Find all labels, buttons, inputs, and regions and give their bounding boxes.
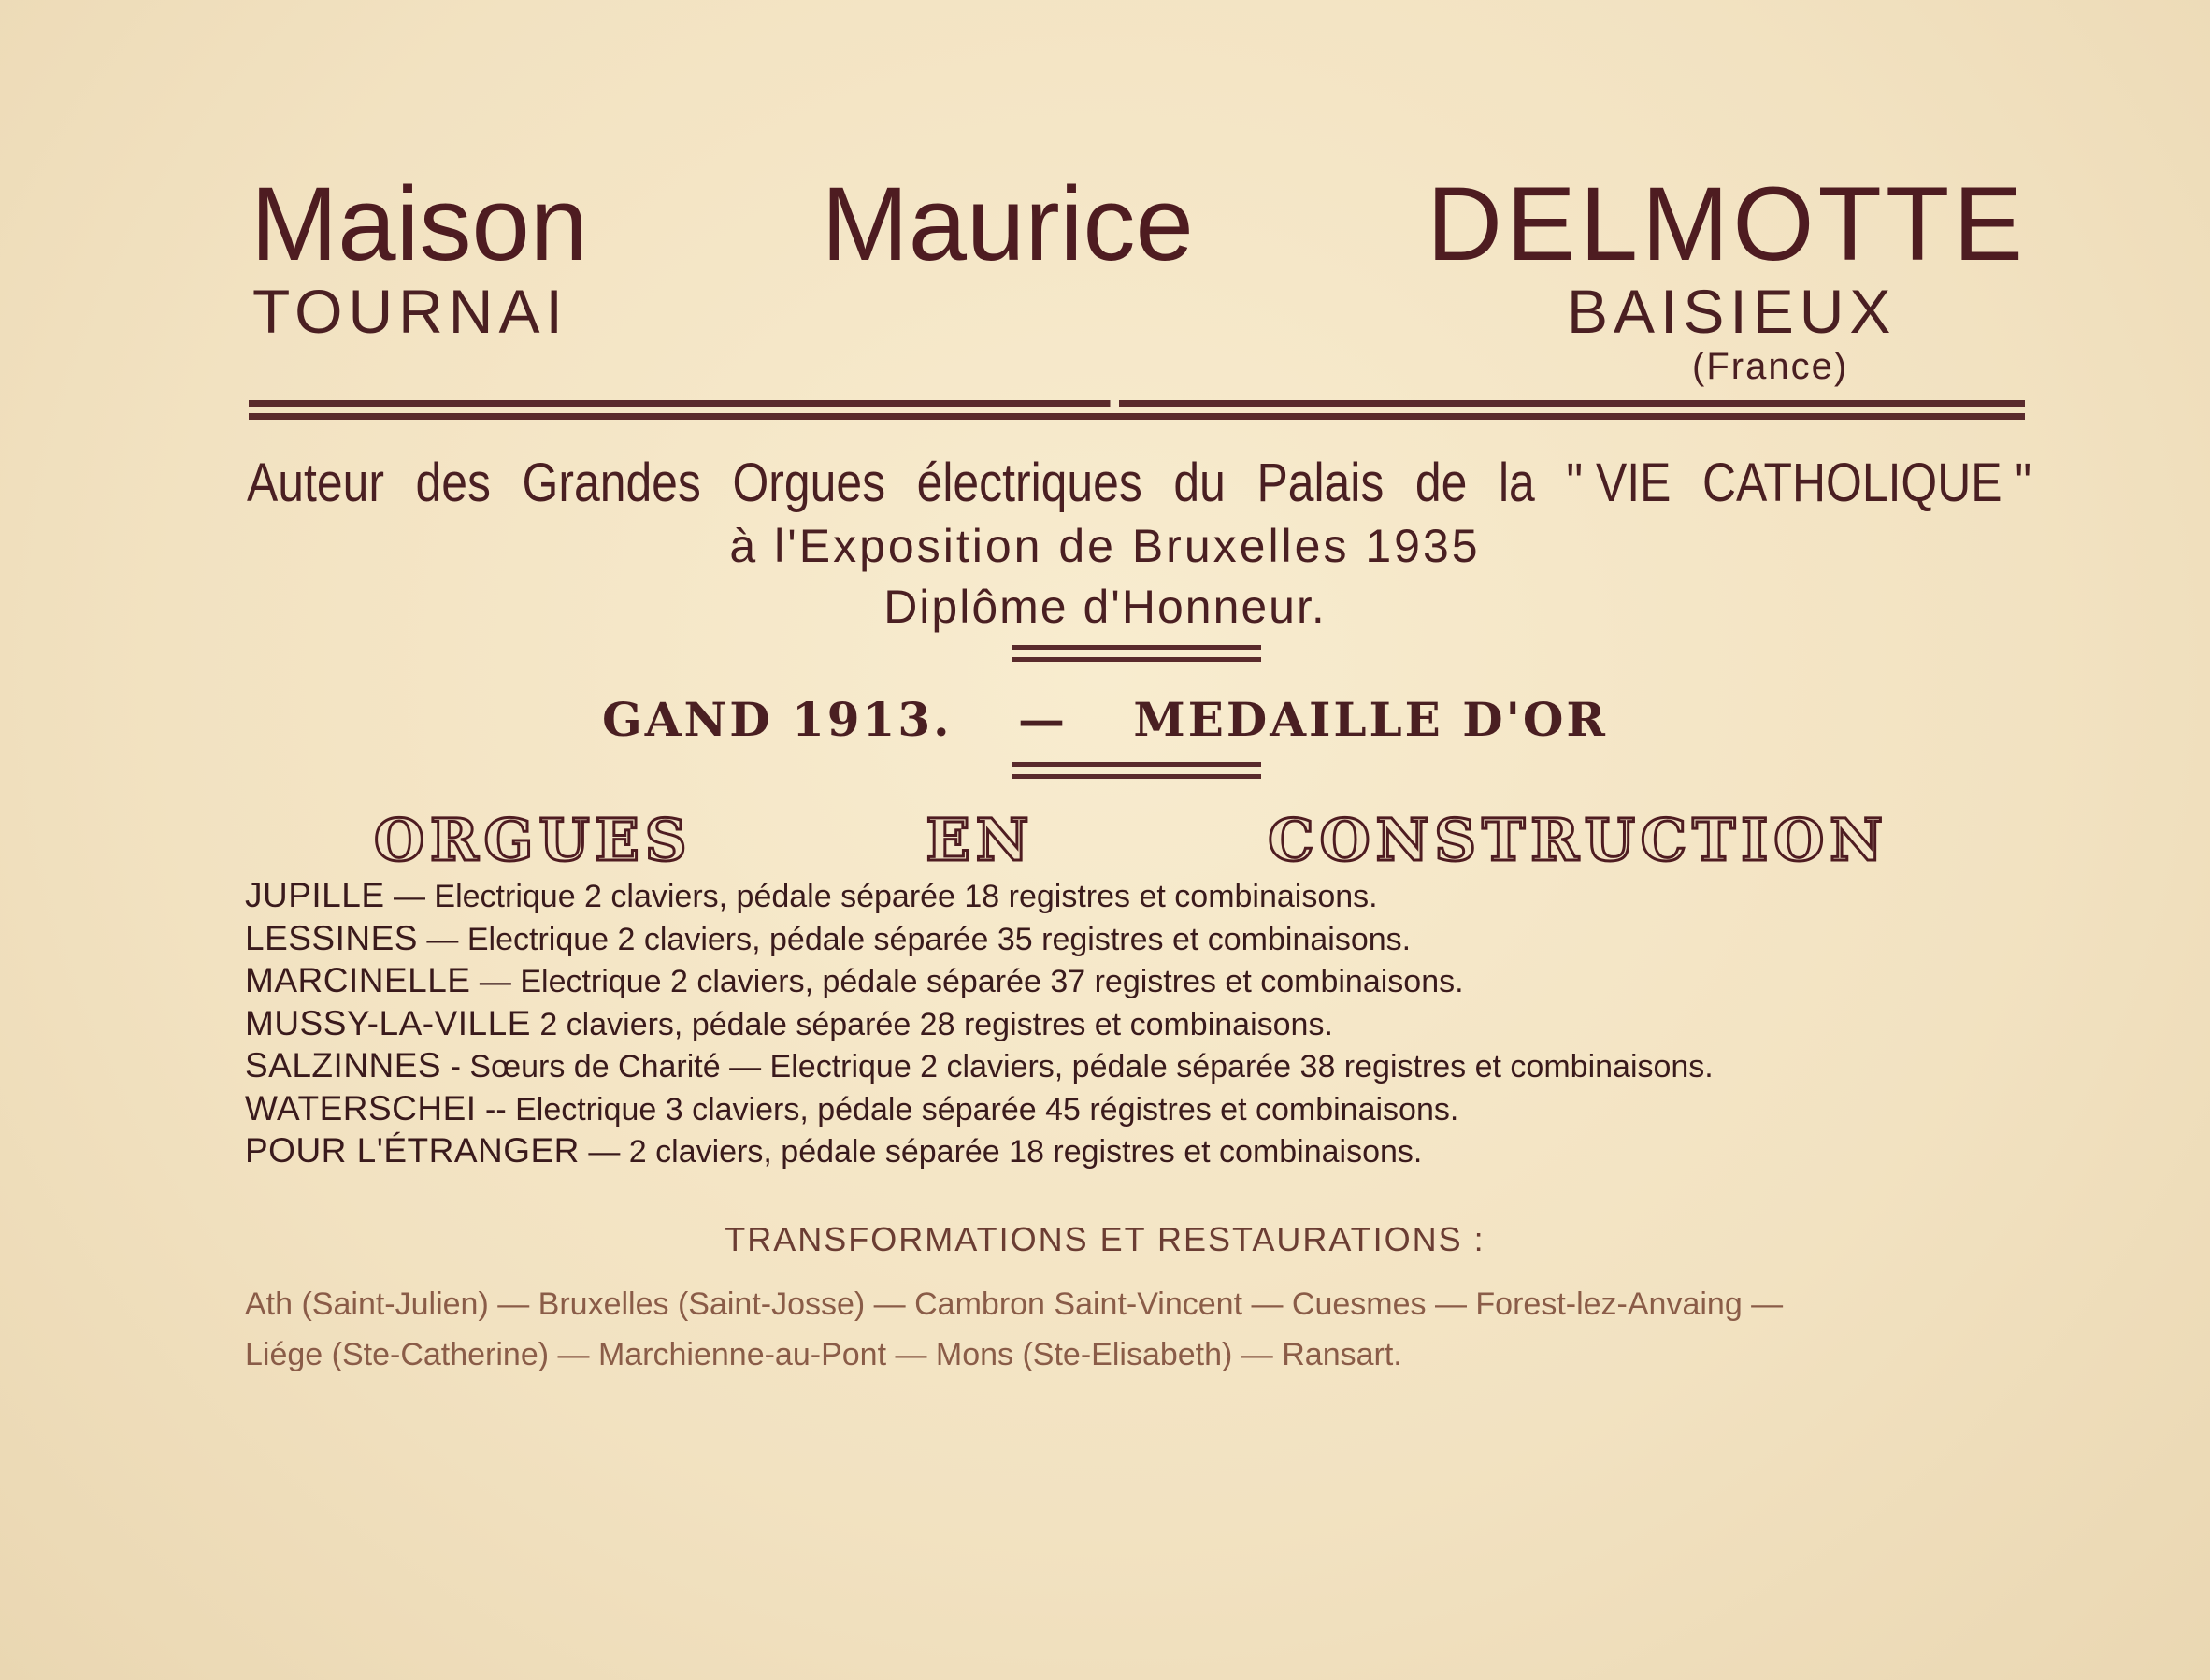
city-tournai: TOURNAI — [252, 277, 568, 346]
double-rule-top — [249, 400, 2025, 407]
award-line — [0, 692, 2210, 747]
author-word: Palais — [1256, 452, 1385, 513]
list-item: MARCINELLE — Electrique 2 claviers, pédale séparée 37 registres et combinaisons. — [245, 961, 1464, 999]
author-line — [247, 451, 2031, 516]
list-item: POUR L'ÉTRANGER — 2 claviers, pédale séparée 18 registres et combinaisons. — [245, 1131, 1423, 1170]
short-rule-1a — [1012, 645, 1261, 650]
author-word: Auteur — [247, 452, 384, 513]
short-rule-2b — [1012, 774, 1261, 779]
heading-word: EN — [926, 806, 1035, 874]
author-word: Grandes — [522, 452, 701, 513]
company-title — [251, 165, 2027, 282]
restorations-line-2: Liége (Ste-Catherine) — Marchienne-au-Pont — Mons (Ste-Elisabeth) — Ransart. — [245, 1337, 1402, 1372]
title-maurice: Maurice — [821, 165, 1194, 282]
award-right: MEDAILLE D'OR — [1133, 692, 1608, 747]
country-france: (France) — [1692, 346, 1849, 387]
author-word: du — [1173, 452, 1226, 513]
author-word: de — [1414, 452, 1468, 513]
restorations-line-1: Ath (Saint-Julien) — Bruxelles (Saint-Josse) — Cambron Saint-Vincent — Cuesmes — Forest-lez-Anvaing — — [245, 1286, 1784, 1322]
award-left: GAND 1913. — [602, 692, 953, 747]
title-delmotte: DELMOTTE — [1427, 165, 2027, 282]
author-word: des — [415, 452, 491, 513]
diplome-line: Diplôme d'Honneur. — [883, 581, 1327, 633]
short-rule-1b — [1012, 657, 1261, 662]
double-rule-bottom — [249, 413, 2025, 420]
list-item: LESSINES — Electrique 2 claviers, pédale séparée 35 registres et combinaisons. — [245, 918, 1412, 957]
construction-heading — [374, 806, 1888, 874]
construction-list — [245, 874, 1714, 1172]
list-item: SALZINNES - Sœurs de Charité — Electrique 2 claviers, pédale séparée 38 registres et combinaisons. — [245, 1046, 1714, 1084]
author-word: la — [1498, 452, 1535, 513]
exposition-line: à l'Exposition de Bruxelles 1935 — [729, 520, 1481, 572]
author-word: Orgues — [732, 452, 886, 513]
list-item: JUPILLE — Electrique 2 claviers, pédale séparée 18 registres et combinaisons. — [245, 876, 1378, 914]
list-item: MUSSY-LA-VILLE 2 claviers, pédale séparée 28 registres et combinaisons. — [245, 1003, 1333, 1042]
title-maison: Maison — [251, 165, 589, 282]
author-word: CATHOLIQUE " — [1701, 452, 2032, 513]
author-word: " VIE — [1566, 452, 1672, 513]
author-word: électriques — [916, 452, 1142, 513]
heading-word: ORGUES — [374, 806, 693, 874]
heading-word: CONSTRUCTION — [1268, 806, 1888, 874]
award-dash: — — [1017, 692, 1068, 747]
restorations-title: TRANSFORMATIONS ET RESTAURATIONS : — [725, 1220, 1485, 1258]
short-rule-2a — [1012, 762, 1261, 767]
city-baisieux: BAISIEUX — [1567, 277, 1897, 346]
list-item: WATERSCHEI -- Electrique 3 claviers, pédale séparée 45 régistres et combinaisons. — [245, 1088, 1459, 1127]
